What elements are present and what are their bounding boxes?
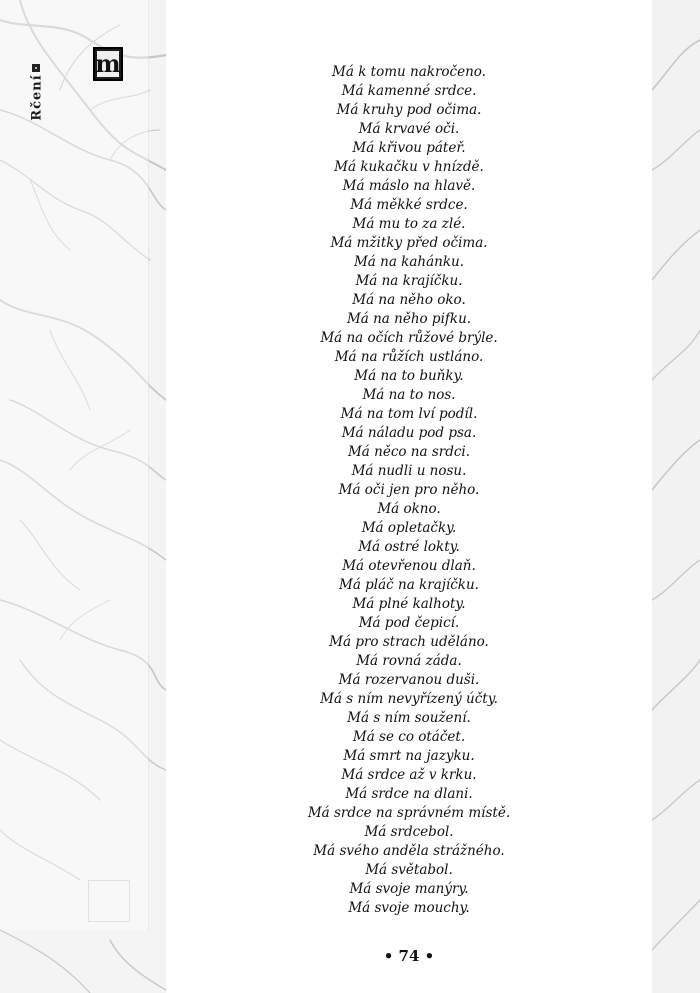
- phrase-item: Má smrt na jazyku.: [343, 748, 475, 764]
- phrase-item: Má svého anděla strážného.: [313, 843, 505, 859]
- phrase-list: [166, 63, 652, 918]
- phrase-item: Má opletačky.: [361, 520, 457, 536]
- phrase-item: Má máslo na hlavě.: [342, 178, 476, 194]
- sidebar-strip: [0, 0, 149, 930]
- phrase-item: Má srdcebol.: [364, 824, 454, 840]
- phrase-item: Má pro strach uděláno.: [329, 634, 489, 650]
- phrase-item: Má srdce na dlani.: [345, 786, 473, 802]
- phrase-item: Má rozervanou duši.: [338, 672, 480, 688]
- phrase-item: Má mu to za zlé.: [352, 216, 466, 232]
- phrase-item: Má kruhy pod očima.: [336, 102, 482, 118]
- phrase-item: Má srdce na správném místě.: [307, 805, 511, 821]
- phrase-item: Má na něho oko.: [352, 292, 466, 308]
- section-label-text: Rčení: [29, 74, 45, 121]
- phrase-item: Má náladu pod psa.: [341, 425, 477, 441]
- phrase-item: Má kukačku v hnízdě.: [334, 159, 484, 175]
- phrase-item: Má měkké srdce.: [350, 197, 468, 213]
- phrase-item: Má na růžích ustláno.: [334, 349, 484, 365]
- phrase-item: Má s ním soužení.: [347, 710, 471, 726]
- phrase-item: Má kamenné srdce.: [341, 83, 477, 99]
- phrase-item: Má pod čepicí.: [358, 615, 460, 631]
- phrase-item: Má na něho pifku.: [346, 311, 472, 327]
- phrase-item: Má ostré lokty.: [358, 539, 460, 555]
- phrase-item: Má srdce až v krku.: [341, 767, 477, 783]
- phrase-item: Má se co otáčet.: [352, 729, 466, 745]
- phrase-item: Má krvavé oči.: [358, 121, 460, 137]
- page-number: • 74 •: [383, 947, 435, 965]
- phrase-item: Má na to nos.: [362, 387, 456, 403]
- phrase-item: Má pláč na krajíčku.: [339, 577, 479, 593]
- phrase-item: Má s ním nevyřízený účty.: [320, 691, 498, 707]
- phrase-item: Má oči jen pro něho.: [338, 482, 480, 498]
- phrase-item: Má k tomu nakročeno.: [332, 64, 486, 80]
- phrase-item: Má rovná záda.: [356, 653, 462, 669]
- phrase-item: Má plné kalhoty.: [352, 596, 466, 612]
- phrase-item: Má svoje manýry.: [349, 881, 469, 897]
- phrase-item: Má na to buňky.: [354, 368, 464, 384]
- phrase-item: Má mžitky před očima.: [330, 235, 488, 251]
- phrase-item: Má křivou páteř.: [352, 140, 466, 156]
- faint-decoration: [88, 880, 130, 922]
- phrase-item: Má na očích růžové brýle.: [320, 330, 498, 346]
- phrase-item: Má na krajíčku.: [355, 273, 463, 289]
- initial-letter: m: [95, 49, 121, 78]
- phrase-item: Má okno.: [377, 501, 441, 517]
- phrase-item: Má na tom lví podíl.: [340, 406, 478, 422]
- section-label: [28, 62, 44, 142]
- phrase-item: Má světabol.: [365, 862, 453, 878]
- phrase-item: Má na kahánku.: [353, 254, 465, 270]
- phrase-item: Má něco na srdci.: [347, 444, 471, 460]
- initial-letter-badge: [93, 47, 123, 81]
- phrase-item: Má svoje mouchy.: [348, 900, 470, 916]
- phrase-item: Má nudli u nosu.: [351, 463, 467, 479]
- phrase-item: Má otevřenou dlaň.: [342, 558, 476, 574]
